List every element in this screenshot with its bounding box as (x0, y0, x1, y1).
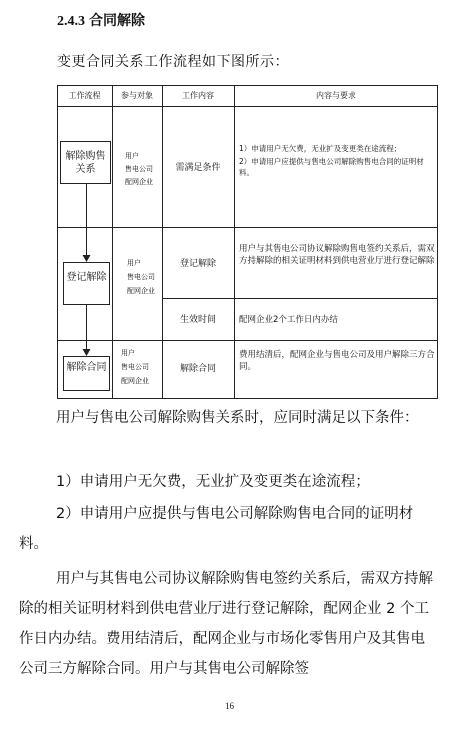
body-paragraph-2: 用户与其售电公司协议解除购售电签约关系后，需双方持解除的相关证明材料到供电营业厅进行登记解除，配网企业 2 个工作日内办结。费用结清后，配网企业与市场化零售用户及其售电公司三方解除合同。用户与其售电公司解除签 (19, 571, 433, 677)
flow-step-2: 登记解除 (66, 272, 107, 283)
intro-text: 变更合同关系工作流程如下图所示： (57, 54, 289, 70)
participant-retailer: 售电公司 (125, 165, 153, 173)
participants-row3 (121, 346, 149, 388)
flow-step-3: 解除合同 (66, 362, 107, 373)
header-work: 工作内容 (182, 91, 214, 100)
page-number: 16 (225, 701, 234, 711)
participant-grid: 配网企业 (127, 287, 155, 295)
participant-user: 用户 (121, 349, 135, 357)
header-flow: 工作流程 (68, 91, 101, 100)
work-conditions: 需满足条件 (175, 163, 221, 173)
section-title: 合同解除 (89, 13, 145, 29)
section-number: 2.4.3 (57, 14, 85, 29)
requirement-cond-1: 1）申请用户无欠费，无业扩及变更类在途流程； (239, 144, 402, 153)
participants-row2 (127, 256, 155, 298)
work-effective: 生效时间 (179, 315, 216, 325)
body-item-1: 1）申请用户无欠费，无业扩及变更类在途流程； (56, 474, 370, 490)
header-requirements: 内容与要求 (316, 91, 356, 100)
participant-retailer: 售电公司 (121, 363, 149, 371)
participant-user: 用户 (125, 152, 139, 160)
body-item-2: 2）申请用户应提供与售电公司解除购售电合同的证明材料。 (19, 506, 414, 552)
participants-row1 (125, 150, 153, 189)
arrow-head-2 (83, 349, 91, 356)
work-register: 登记解除 (179, 259, 216, 269)
requirement-effective: 配网企业2个工作日内办结 (239, 315, 338, 325)
requirement-cond-2: 2）申请用户应提供与售电公司解除购售电合同的证明材料。 (239, 157, 424, 177)
workflow-table (57, 85, 438, 399)
requirement-register: 用户与其售电公司协议解除购售电签约关系后，需双方持解除的相关证明材料到供电营业厅进行登记解除 (239, 244, 435, 266)
participant-grid: 配网企业 (121, 377, 149, 385)
participant-user: 用户 (127, 259, 141, 267)
participant-retailer: 售电公司 (127, 273, 155, 281)
flow-step-1: 解除购售关系 (65, 151, 106, 175)
work-terminate: 解除合同 (179, 364, 216, 374)
participant-grid: 配网企业 (125, 178, 153, 186)
requirement-conditions (239, 143, 435, 178)
section-heading (57, 10, 145, 30)
requirement-terminate: 费用结清后，配网企业与售电公司及用户解除三方合同。 (239, 350, 435, 372)
header-participants: 参与对象 (121, 91, 153, 100)
arrow-head-1 (83, 255, 91, 262)
body-paragraph-1: 用户与售电公司解除购售关系时，应同时满足以下条件： (56, 410, 419, 426)
